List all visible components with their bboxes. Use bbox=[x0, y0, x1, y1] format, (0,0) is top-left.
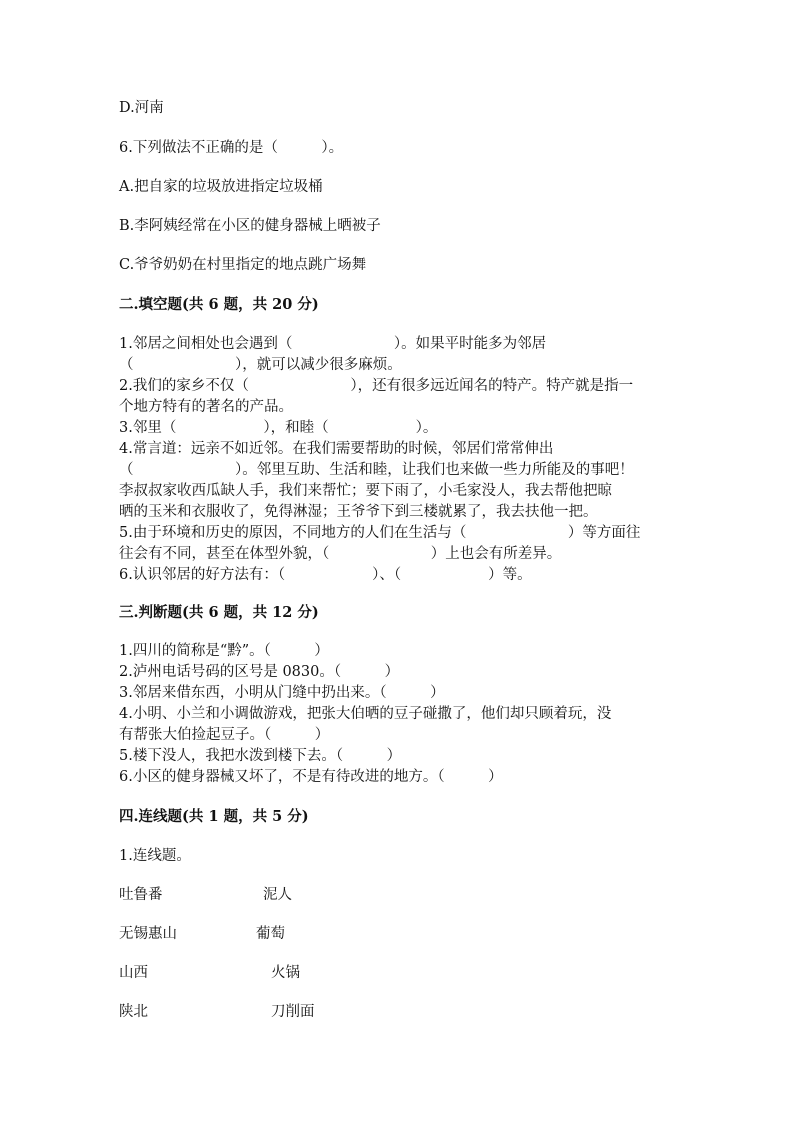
section3-line: 4.小明、小兰和小调做游戏，把张大伯晒的豆子碰撒了，他们却只顾着玩，没 bbox=[119, 706, 612, 722]
section2-line: 晒的玉米和衣服收了，免得淋湿；王爷爷下到三楼就累了，我去扶他一把。 bbox=[119, 504, 598, 520]
section2-heading: 二.填空题(共 6 题，共 20 分) bbox=[119, 296, 319, 313]
section2-line: （ ）。邻里互助、生活和睦，让我们也来做一些力所能及的事吧！ bbox=[119, 462, 634, 478]
match-left-item: 吐鲁番 bbox=[119, 887, 163, 903]
q5-option-d: D.河南 bbox=[119, 100, 164, 116]
match-right-item: 葡萄 bbox=[256, 926, 285, 942]
section3-heading: 三.判断题(共 6 题，共 12 分) bbox=[119, 604, 319, 621]
q6-stem: 6.下列做法不正确的是（ ）。 bbox=[119, 140, 344, 156]
section2-line: 李叔叔家收西瓜缺人手，我们来帮忙；要下雨了，小毛家没人，我去帮他把晾 bbox=[119, 483, 612, 499]
section2-line: 4.常言道：远亲不如近邻。在我们需要帮助的时候，邻居们常常伸出 bbox=[119, 441, 554, 457]
section3-line: 有帮张大伯捡起豆子。（ ） bbox=[119, 727, 330, 743]
section3-line: 5.楼下没人，我把水泼到楼下去。（ ） bbox=[119, 748, 402, 764]
q6-option-a: A.把自家的垃圾放进指定垃圾桶 bbox=[119, 179, 323, 195]
section3-line: 3.邻居来借东西，小明从门缝中扔出来。（ ） bbox=[119, 685, 445, 701]
match-right-item: 刀削面 bbox=[271, 1004, 315, 1020]
section2-line: 5.由于环境和历史的原因，不同地方的人们在生活与（ ）等方面往 bbox=[119, 525, 641, 541]
match-left-item: 山西 bbox=[119, 965, 148, 981]
section2-line: 往会有不同，甚至在体型外貌，（ ）上也会有所差异。 bbox=[119, 546, 562, 562]
section3-line: 1.四川的简称是“黔”。（ ） bbox=[119, 643, 329, 659]
section2-line: 个地方特有的著名的产品。 bbox=[119, 399, 293, 415]
match-left-item: 陕北 bbox=[119, 1004, 148, 1020]
section2-line: 1.邻居之间相处也会遇到（ ）。如果平时能多为邻居 bbox=[119, 336, 547, 352]
section3-line: 6.小区的健身器械又坏了，不是有待改进的地方。（ ） bbox=[119, 769, 503, 785]
q6-option-b: B.李阿姨经常在小区的健身器械上晒被子 bbox=[119, 218, 381, 234]
section2-line: 6.认识邻居的好方法有：（ ）、（ ）等。 bbox=[119, 567, 532, 583]
match-right-item: 泥人 bbox=[263, 887, 292, 903]
section2-line: 2.我们的家乡不仅（ ），还有很多远近闻名的特产。特产就是指一 bbox=[119, 378, 634, 394]
section3-line: 2.泸州电话号码的区号是 0830。（ ） bbox=[119, 664, 400, 680]
section4-question: 1.连线题。 bbox=[119, 848, 191, 864]
section2-line: 3.邻里（ ），和睦（ ）。 bbox=[119, 420, 438, 436]
section2-line: （ ），就可以减少很多麻烦。 bbox=[119, 357, 402, 373]
match-left-item: 无锡惠山 bbox=[119, 926, 177, 942]
section4-heading: 四.连线题(共 1 题，共 5 分) bbox=[119, 808, 309, 825]
match-right-item: 火锅 bbox=[271, 965, 300, 981]
q6-option-c: C.爷爷奶奶在村里指定的地点跳广场舞 bbox=[119, 257, 367, 273]
